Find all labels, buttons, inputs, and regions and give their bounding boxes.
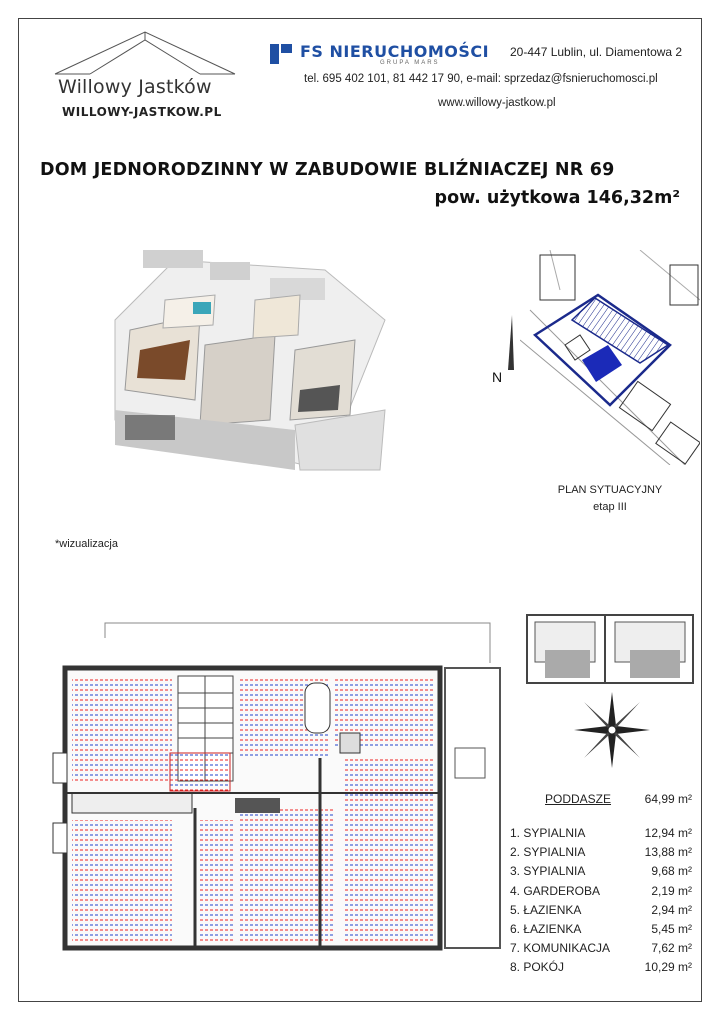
page-title: DOM JEDNORODZINNY W ZABUDOWIE BLIŹNIACZEJ NR 69 <box>40 160 615 180</box>
visualization-note: *wizualizacja <box>55 538 118 550</box>
usable-area: pow. użytkowa 146,32m² <box>434 188 680 208</box>
north-label: N <box>492 369 503 385</box>
floor-total-row <box>510 792 700 806</box>
willowy-jastkow-logo <box>50 30 240 125</box>
room-area: 2,94 m² <box>651 902 692 917</box>
room-row <box>510 939 700 958</box>
site-plan-caption <box>520 482 700 516</box>
room-area: 7,62 m² <box>651 941 692 956</box>
roof-logo-icon <box>50 30 240 80</box>
company-group: GRUPA MARS <box>380 60 440 66</box>
room-name: 3. SYPIALNIA <box>510 864 586 879</box>
logo-url: WILLOWY-JASTKOW.PL <box>62 105 222 119</box>
logo-name: Willowy Jastków <box>58 76 212 98</box>
floor-name: PODDASZE <box>545 792 612 806</box>
room-row <box>510 862 700 881</box>
room-area-table <box>510 792 700 978</box>
room-name: 5. ŁAZIENKA <box>510 902 582 917</box>
building-key-plan <box>525 610 695 685</box>
room-row <box>510 824 700 843</box>
room-name: 7. KOMUNIKACJA <box>510 941 611 956</box>
room-name: 4. GARDEROBA <box>510 883 601 898</box>
room-area: 9,68 m² <box>651 864 692 879</box>
company-name: FS NIERUCHOMOŚCI <box>300 42 490 61</box>
site-plan-title: PLAN SYTUACYJNY <box>557 484 663 496</box>
room-row <box>510 958 700 977</box>
site-plan-map <box>520 250 700 465</box>
north-arrow-icon <box>490 310 520 390</box>
compass-rose-icon <box>572 690 652 770</box>
house-3d-visualization <box>95 240 395 490</box>
room-row <box>510 920 700 939</box>
room-name: 2. SYPIALNIA <box>510 845 586 860</box>
room-row <box>510 843 700 862</box>
fs-brand-icon <box>270 42 294 66</box>
floor-plan-drawing <box>50 608 505 958</box>
room-area: 10,29 m² <box>644 960 692 975</box>
room-area: 13,88 m² <box>644 845 692 860</box>
room-area: 5,45 m² <box>651 921 692 936</box>
company-contact: tel. 695 402 101, 81 442 17 90, e-mail: sprzedaz@fsnieruchomosci.pl <box>304 73 658 85</box>
room-name: 1. SYPIALNIA <box>510 826 586 840</box>
room-area: 2,19 m² <box>651 883 692 898</box>
room-area: 12,94 m² <box>644 826 692 840</box>
floor-total-area: 64,99 m² <box>644 792 692 806</box>
site-plan-stage: etap III <box>593 501 627 513</box>
room-name: 8. POKÓJ <box>510 960 565 975</box>
company-address: 20-447 Lublin, ul. Diamentowa 2 <box>510 45 683 59</box>
room-row <box>510 901 700 920</box>
company-website[interactable]: www.willowy-jastkow.pl <box>438 97 556 109</box>
room-row <box>510 882 700 901</box>
room-name: 6. ŁAZIENKA <box>510 921 582 936</box>
